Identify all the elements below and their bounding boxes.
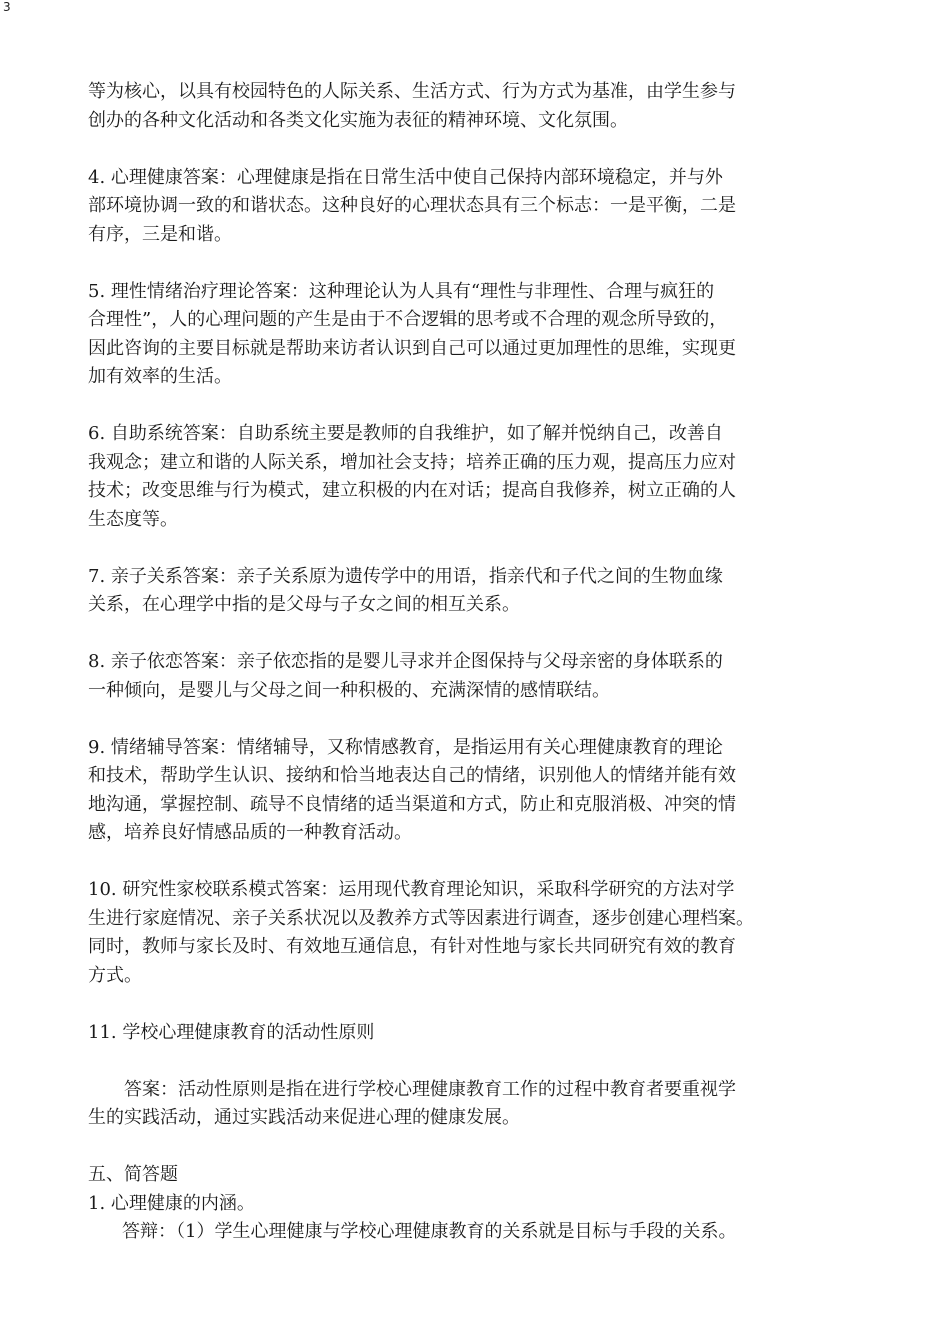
text-line: 感，培养良好情感品质的一种教育活动。: [88, 822, 412, 843]
page-number: 3: [3, 0, 11, 14]
text-line: 答案：活动性原则是指在进行学校心理健康教育工作的过程中教育者要重视学: [124, 1078, 736, 1100]
paragraph-rational-emotive-therapy: [88, 278, 788, 392]
text-line: 等为核心，以具有校园特色的人际关系、生活方式、行为方式为基准，由学生参与: [88, 81, 736, 102]
paragraph-mental-health: [88, 164, 788, 250]
text-line: 6. 自助系统答案：自助系统主要是教师的自我维护，如了解并悦纳自己，改善自: [88, 423, 723, 444]
answer-text: 答辩：（1）学生心理健康与学校心理健康教育的关系就是目标与手段的关系。: [122, 1221, 737, 1242]
text-line: 9. 情绪辅导答案：情绪辅导，又称情感教育，是指运用有关心理健康教育的理论: [88, 736, 723, 758]
text-line: 5. 理性情绪治疗理论答案：这种理论认为人具有“理性与非理性、合理与疯狂的: [88, 280, 715, 302]
paragraph-research-home-school-model: [88, 876, 788, 990]
text-line: 和技术，帮助学生认识、接纳和恰当地表达自己的情绪，识别他人的情绪并能有效: [88, 765, 736, 786]
paragraph-emotional-guidance: [88, 734, 788, 848]
text-line: 方式。: [88, 964, 142, 986]
text-line: 地沟通，掌握控制、疏导不良情绪的适当渠道和方式，防止和克服消极、冲突的情: [88, 793, 736, 815]
text-line: 同时，教师与家长及时、有效地互通信息，有针对性地与家长共同研究有效的教育: [88, 936, 736, 957]
text-line: 加有效率的生活。: [88, 366, 232, 387]
text-line: 4. 心理健康答案：心理健康是指在日常生活中使自己保持内部环境稳定，并与外: [88, 166, 723, 188]
text-line: 合理性”，人的心理问题的产生是由于不合逻辑的思考或不合理的观念所导致的，: [88, 309, 728, 330]
paragraph-self-help-system: [88, 420, 788, 534]
text-line: 生的实践活动，通过实践活动来促进心理的健康发展。: [88, 1107, 520, 1128]
text-line: 11. 学校心理健康教育的活动性原则: [88, 1021, 375, 1043]
text-line: 关系，在心理学中指的是父母与子女之间的相互关系。: [88, 594, 520, 615]
text-line: 10. 研究性家校联系模式答案：运用现代教育理论知识，采取科学研究的方法对学: [88, 879, 735, 900]
text-line: 我观念；建立和谐的人际关系，增加社会支持；培养正确的压力观，提高压力应对: [88, 451, 736, 473]
paragraph-activity-principle-title: [88, 1019, 788, 1048]
paragraph-parent-child-attachment: [88, 648, 788, 705]
text-line: 部环境协调一致的和谐状态。这种良好的心理状态具有三个标志：一是平衡，二是: [88, 195, 736, 216]
short-answer-section: [88, 1161, 788, 1247]
text-line: 生进行家庭情况、亲子关系状况以及教养方式等因素进行调查，逐步创建心理档案。: [88, 907, 754, 929]
text-line: 技术；改变思维与行为模式，建立积极的内在对话；提高自我修养，树立正确的人: [88, 480, 736, 501]
text-line: 因此咨询的主要目标就是帮助来访者认识到自己可以通过更加理性的思维，实现更: [88, 337, 736, 359]
question-item: 1. 心理健康的内涵。: [88, 1192, 255, 1214]
document-body: [88, 78, 788, 1247]
text-line: 一种倾向，是婴儿与父母之间一种积极的、充满深情的感情联结。: [88, 679, 610, 701]
paragraph-activity-principle-answer: [88, 1076, 788, 1133]
text-line: 有序，三是和谐。: [88, 223, 232, 245]
paragraph-campus-culture: [88, 78, 788, 135]
text-line: 7. 亲子关系答案：亲子关系原为遗传学中的用语，指亲代和子代之间的生物血缘: [88, 565, 723, 587]
paragraph-parent-child-relationship: [88, 563, 788, 620]
text-line: 生态度等。: [88, 508, 178, 530]
section-heading: 五、简答题: [88, 1164, 178, 1185]
text-line: 创办的各种文化活动和各类文化实施为表征的精神环境、文化氛围。: [88, 109, 628, 131]
text-line: 8. 亲子依恋答案：亲子依恋指的是婴儿寻求并企图保持与父母亲密的身体联系的: [88, 651, 723, 672]
